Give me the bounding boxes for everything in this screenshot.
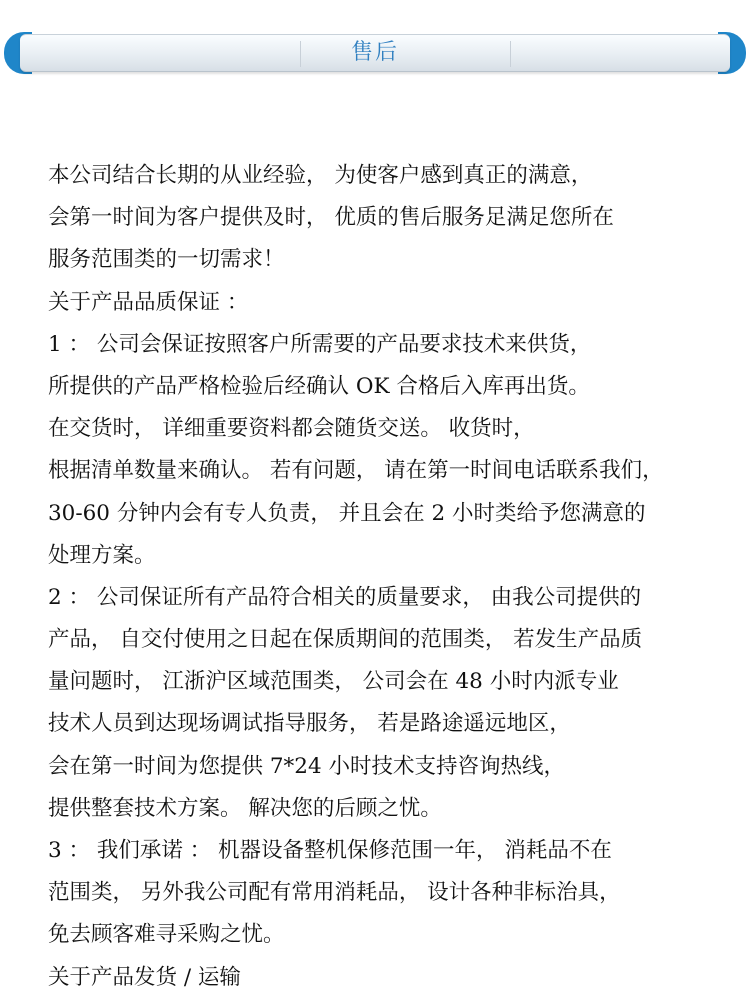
text-line: 关于产品品质保证 ： [48, 289, 249, 315]
text-line: 量问题时， 江浙沪区域范围类， 公司会在 48 小时内派专业 [48, 669, 619, 695]
text-line: 会第一时间为客户提供及时， 优质的售后服务足满足您所在 [48, 205, 614, 231]
text-line: 1 ： 公司会保证按照客户所需要的产品要求技术来供货， [48, 331, 592, 357]
text-line: 本公司结合长期的从业经验， 为使客户感到真正的满意， [48, 163, 593, 188]
after-sales-text [48, 155, 750, 999]
text-line: 所提供的产品严格检验后经确认 OK 合格后入库再出货。 [48, 373, 590, 399]
banner-bar [20, 34, 730, 72]
text-line: 提供整套技术方案。 解决您的后顾之忧。 [48, 795, 442, 821]
text-line: 范围类， 另外我公司配有常用消耗品， 设计各种非标治具， [48, 880, 621, 906]
text-line: 处理方案。 [48, 542, 156, 568]
text-line: 服务范围类的一切需求！ [48, 247, 285, 273]
text-line: 会在第一时间为您提供 7*24 小时技术支持咨询热线， [48, 753, 565, 779]
text-line: 根据清单数量来确认。 若有问题， 请在第一时间电话联系我们， [48, 458, 664, 484]
text-line: 免去顾客难寻采购之忧。 [48, 922, 285, 948]
text-line: 技术人员到达现场调试指导服务， 若是路途遥远地区， [48, 711, 571, 737]
text-line: 3 ： 我们承诺 ： 机器设备整机保修范围一年， 消耗品不在 [48, 838, 612, 863]
text-line: 关于产品发货 / 运输 [48, 964, 241, 990]
text-line: 在交货时， 详细重要资料都会随货交送。 收货时， [48, 416, 535, 442]
text-line: 30-60 分钟内会有专人负责， 并且会在 2 小时类给予您满意的 [48, 500, 646, 526]
text-line: 产品， 自交付使用之日起在保质期间的范围类， 若发生产品质 [48, 627, 643, 653]
section-banner [4, 32, 746, 74]
page-title: 售后 [350, 40, 399, 65]
text-line: 2 ： 公司保证所有产品符合相关的质量要求， 由我公司提供的 [48, 584, 642, 610]
